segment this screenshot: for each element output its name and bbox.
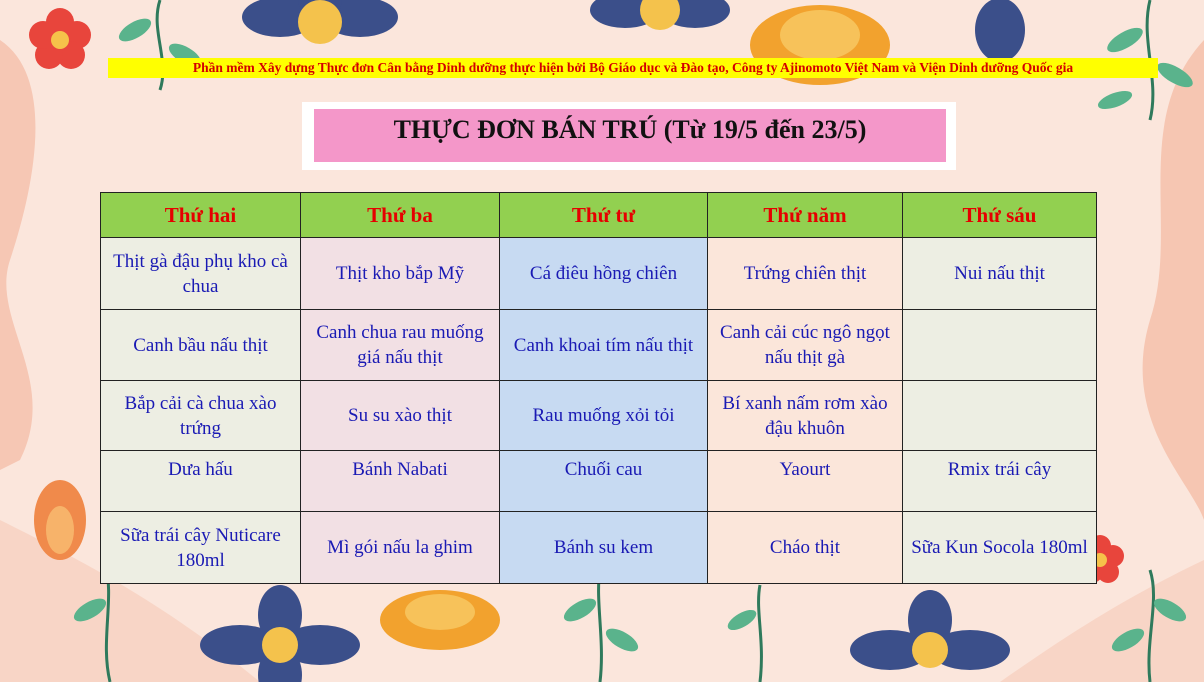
menu-cell: Canh khoai tím nấu thịt [500, 310, 708, 381]
table-header-row [101, 193, 1097, 238]
table-row [101, 451, 1097, 512]
header-monday: Thứ hai [101, 193, 301, 238]
menu-cell [903, 310, 1097, 381]
menu-cell: Yaourt [708, 451, 903, 512]
menu-cell [903, 381, 1097, 451]
table-row [101, 310, 1097, 381]
menu-cell: Chuối cau [500, 451, 708, 512]
menu-cell: Sữa Kun Socola 180ml [903, 512, 1097, 584]
menu-cell: Sữa trái cây Nuticare 180ml [101, 512, 301, 584]
header-thursday: Thứ năm [708, 193, 903, 238]
menu-cell: Thịt kho bắp Mỹ [301, 238, 500, 310]
menu-cell: Bí xanh nấm rơm xào đậu khuôn [708, 381, 903, 451]
page-title: THỰC ĐƠN BÁN TRÚ (Từ 19/5 đến 23/5) [314, 109, 946, 162]
menu-cell: Mì gói nấu la ghim [301, 512, 500, 584]
menu-cell: Bắp cải cà chua xào trứng [101, 381, 301, 451]
menu-cell: Bánh su kem [500, 512, 708, 584]
menu-cell: Canh bầu nấu thịt [101, 310, 301, 381]
menu-cell: Cá điêu hồng chiên [500, 238, 708, 310]
menu-cell: Trứng chiên thịt [708, 238, 903, 310]
menu-cell: Canh cải cúc ngô ngọt nấu thịt gà [708, 310, 903, 381]
menu-cell: Nui nấu thịt [903, 238, 1097, 310]
header-wednesday: Thứ tư [500, 193, 708, 238]
table-row [101, 238, 1097, 310]
menu-cell: Canh chua rau muống giá nấu thịt [301, 310, 500, 381]
header-friday: Thứ sáu [903, 193, 1097, 238]
menu-cell: Bánh Nabati [301, 451, 500, 512]
menu-cell: Dưa hấu [101, 451, 301, 512]
menu-cell: Rmix trái cây [903, 451, 1097, 512]
menu-cell: Thịt gà đậu phụ kho cà chua [101, 238, 301, 310]
weekly-menu-table [100, 192, 1097, 584]
software-credit-banner: Phần mềm Xây dựng Thực đơn Cân bằng Dinh dưỡng thực hiện bởi Bộ Giáo dục và Đào tạo, Công ty Ajinomoto Việt Nam và Viện Dinh dưỡng Quốc gia [108, 58, 1158, 78]
menu-cell: Cháo thịt [708, 512, 903, 584]
table-row [101, 381, 1097, 451]
header-tuesday: Thứ ba [301, 193, 500, 238]
menu-cell: Su su xào thịt [301, 381, 500, 451]
menu-cell: Rau muống xỏi tỏi [500, 381, 708, 451]
table-row [101, 512, 1097, 584]
